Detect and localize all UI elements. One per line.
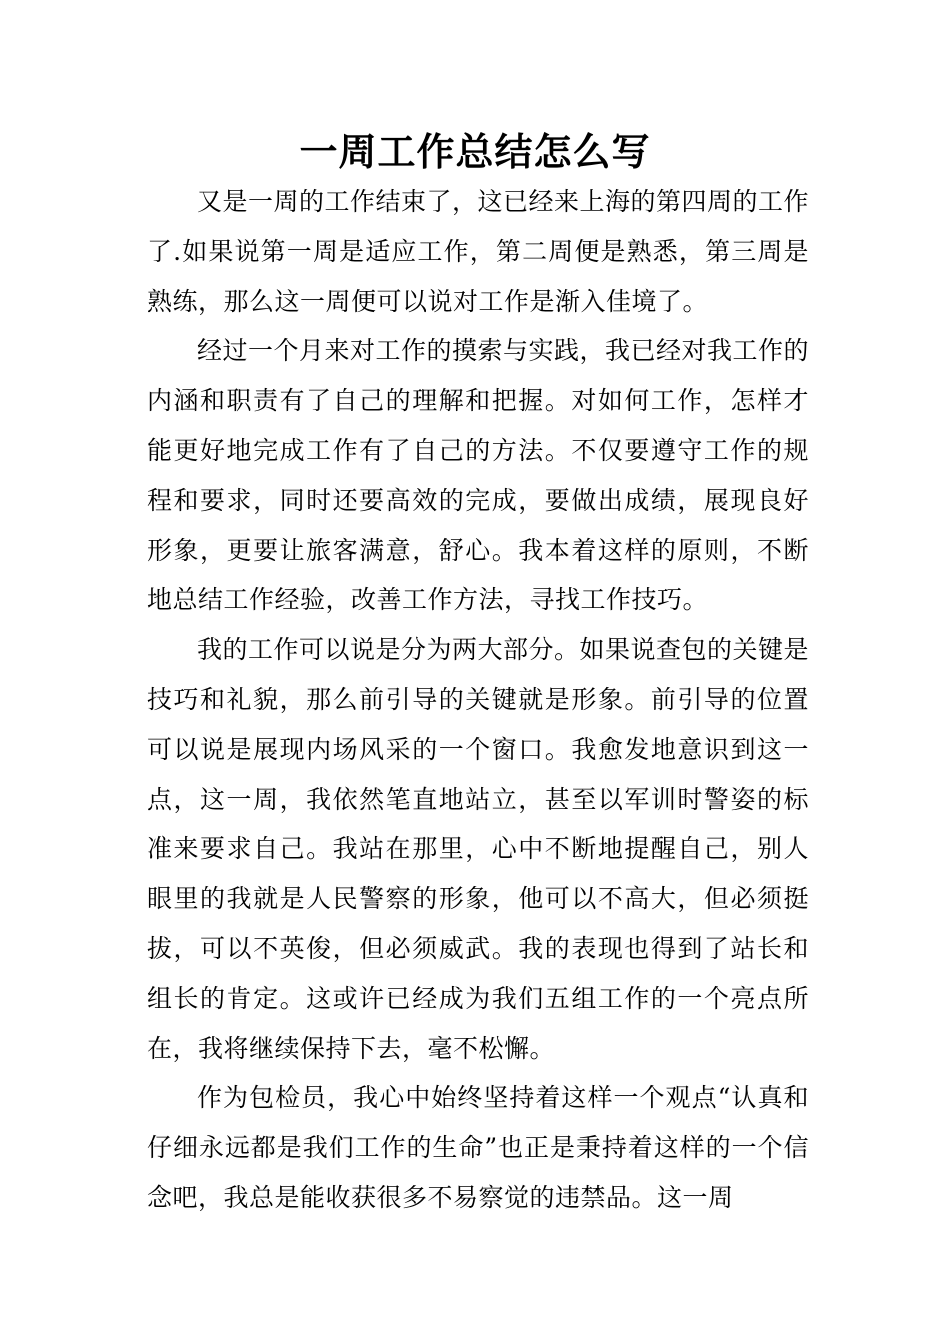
paragraph: 经过一个月来对工作的摸索与实践，我已经对我工作的内涵和职责有了自己的理解和把握。对如何工作，怎样才能更好地完成工作有了自己的方法。不仅要遵守工作的规程和要求，同时还要高效的完成，要做出成绩，展现良好形象，更要让旅客满意，舒心。我本着这样的原则，不断地总结工作经验，改善工作方法，寻找工作技巧。 <box>147 336 810 615</box>
paragraph: 又是一周的工作结束了，这已经来上海的第四周的工作了.如果说第一周是适应工作，第二周便是熟悉，第三周是熟练，那么这一周便可以说对工作是渐入佳境了。 <box>147 187 810 316</box>
document-title: 一周工作总结怎么写 <box>299 129 651 174</box>
paragraph: 我的工作可以说是分为两大部分。如果说查包的关键是技巧和礼貌，那么前引导的关键就是形象。前引导的位置可以说是展现内场风采的一个窗口。我愈发地意识到这一点，这一周，我依然笔直地站立，甚至以军训时警姿的标准来要求自己。我站在那里，心中不断地提醒自己，别人眼里的我就是人民警察的形象，他可以不高大，但必须挺拔，可以不英俊，但必须威武。我的表现也得到了站长和组长的肯定。这或许已经成为我们五组工作的一个亮点所在，我将继续保持下去，毫不松懈。 <box>147 635 810 1063</box>
paragraph: 作为包检员，我心中始终坚持着这样一个观点“认真和仔细永远都是我们工作的生命”也正是秉持着这样的一个信念吧，我总是能收获很多不易察觉的违禁品。这一周 <box>147 1083 809 1212</box>
document-body <box>147 177 809 1223</box>
